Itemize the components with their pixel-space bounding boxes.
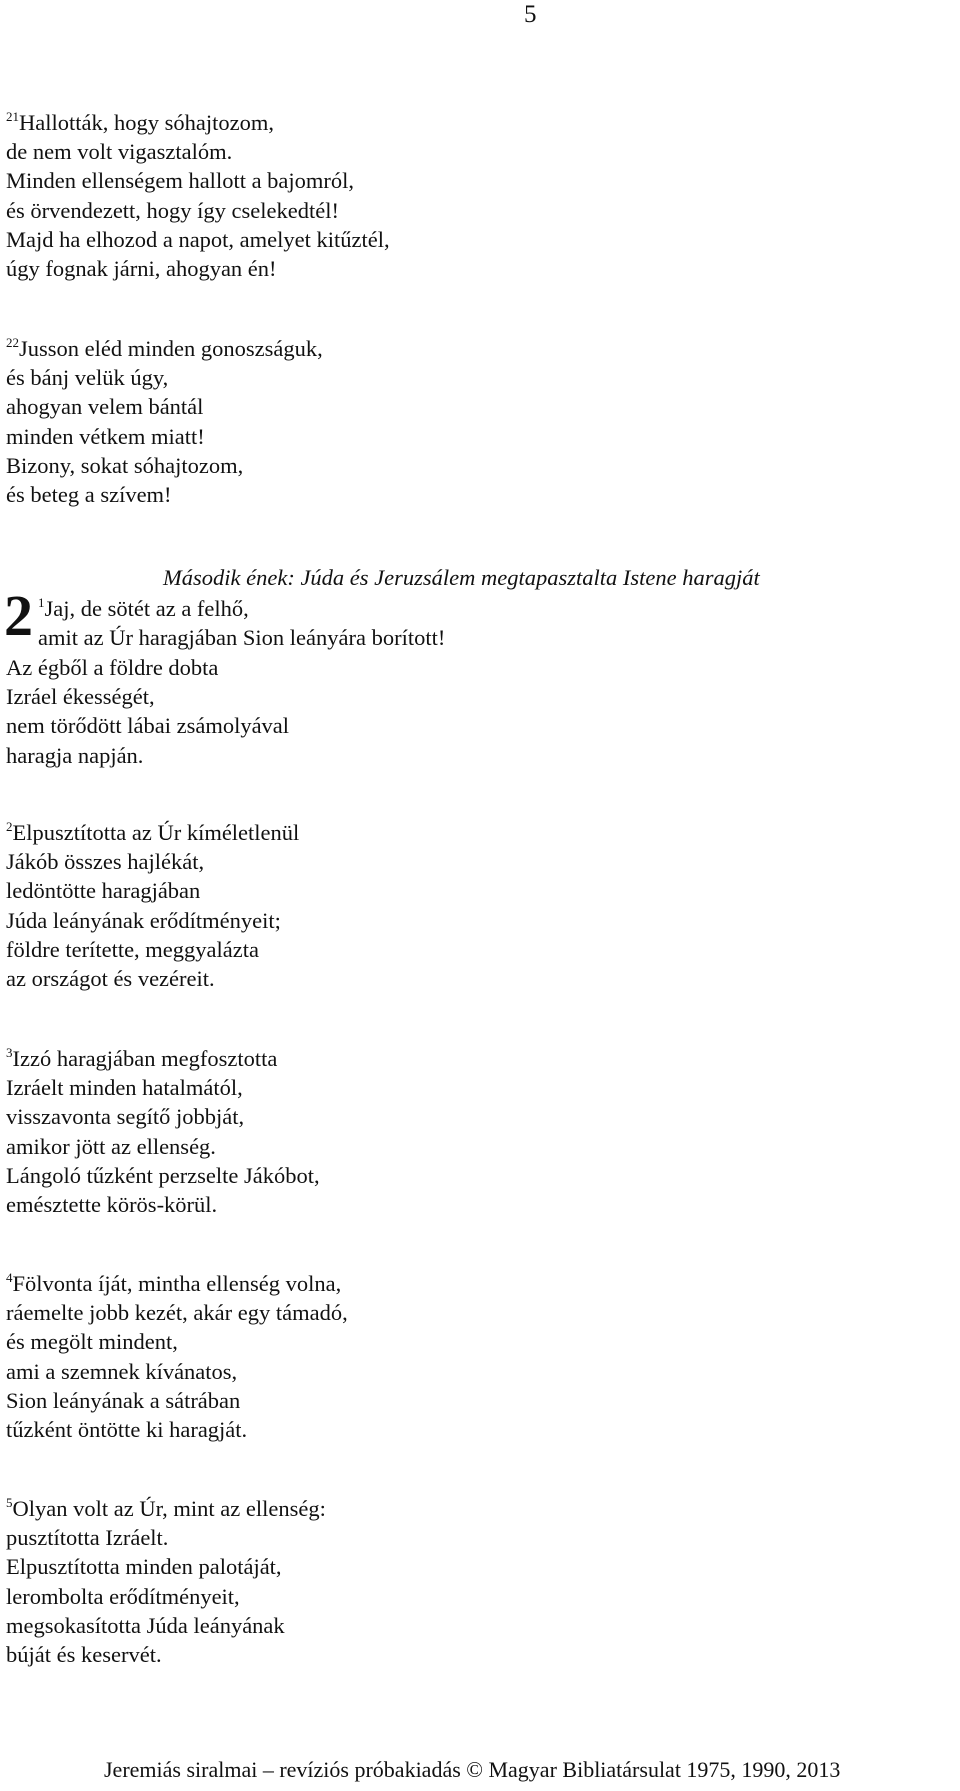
- verse-text: Elpusztította az Úr kíméletlenül: [12, 820, 300, 845]
- verse-number: 21: [6, 109, 19, 124]
- verse-line: Bizony, sokat sóhajtozom,: [6, 452, 244, 478]
- verse-line: [6, 1494, 326, 1523]
- verse-text: Jusson eléd minden gonoszságuk,: [19, 336, 323, 361]
- verse-line: Júda leányának erődítményeit;: [6, 907, 281, 933]
- verse-line: földre terítette, meggyalázta: [6, 936, 259, 962]
- chapter-first-verse-continued: [6, 653, 289, 770]
- verse-line: Izráelt minden hatalmától,: [6, 1075, 243, 1101]
- verse-line: [38, 594, 445, 623]
- verse-text: Jaj, de sötét az a felhő,: [44, 596, 249, 621]
- verse-number: 4: [6, 1270, 13, 1285]
- verse-number: 3: [6, 1045, 13, 1060]
- verse-text: Olyan volt az Úr, mint az ellenség:: [12, 1496, 326, 1521]
- verse-line: ledöntötte haragjában: [6, 878, 201, 904]
- verse-text: Hallották, hogy sóhajtozom,: [19, 110, 274, 135]
- verse-5: [6, 1494, 326, 1669]
- verse-number: 1: [38, 595, 45, 610]
- verse-line: pusztította Izráelt.: [6, 1525, 169, 1551]
- verse-21: [6, 108, 390, 283]
- verse-number: 2: [6, 819, 13, 834]
- verse-line: Lángoló tűzként perzselte Jákóbot,: [6, 1162, 320, 1188]
- section-heading: Második ének: Júda és Jeruzsálem megtapasztalta Istene haragját: [163, 565, 760, 590]
- verse-line: megsokasította Júda leányának: [6, 1612, 285, 1638]
- verse-line: az országot és vezéreit.: [6, 966, 215, 992]
- verse-line: [6, 108, 390, 137]
- verse-line: emésztette körös-körül.: [6, 1192, 218, 1218]
- verse-line: és bánj velük úgy,: [6, 365, 169, 391]
- verse-line: amit az Úr haragjában Sion leányára borított!: [38, 625, 446, 651]
- verse-line: Jákób összes hajlékát,: [6, 849, 205, 875]
- verse-line: Az égből a földre dobta: [6, 655, 219, 680]
- verse-line: [6, 1044, 320, 1073]
- verse-line: nem törődött lábai zsámolyával: [6, 713, 290, 739]
- verse-line: minden vétkem miatt!: [6, 423, 205, 449]
- verse-line: Izráel ékességét,: [6, 684, 155, 710]
- verse-line: ami a szemnek kívánatos,: [6, 1358, 238, 1384]
- chapter-first-verse: [38, 594, 445, 652]
- verse-line: és megölt mindent,: [6, 1329, 178, 1355]
- verse-2: [6, 818, 299, 993]
- verse-3: [6, 1044, 320, 1219]
- verse-line: Majd ha elhozod a napot, amelyet kitűztél,: [6, 226, 390, 252]
- verse-line: [6, 818, 299, 847]
- verse-line: [6, 1269, 348, 1298]
- verse-line: ahogyan velem bántál: [6, 394, 204, 420]
- verse-line: [6, 334, 323, 363]
- verse-text: Fölvonta íját, mintha ellenség volna,: [12, 1271, 342, 1296]
- verse-number: 5: [6, 1495, 13, 1510]
- verse-line: Elpusztította minden palotáját,: [6, 1554, 282, 1580]
- verse-number: 22: [6, 335, 19, 350]
- verse-line: tűzként öntötte ki haragját.: [6, 1417, 248, 1443]
- verse-line: Minden ellenségem hallott a bajomról,: [6, 168, 355, 194]
- verse-line: és örvendezett, hogy így cselekedtél!: [6, 197, 339, 223]
- verse-line: ráemelte jobb kezét, akár egy támadó,: [6, 1300, 348, 1326]
- verse-line: és beteg a szívem!: [6, 482, 172, 508]
- page-number: 5: [524, 1, 537, 28]
- verse-line: úgy fognak járni, ahogyan én!: [6, 256, 277, 282]
- verse-line: búját és keservét.: [6, 1642, 162, 1668]
- verse-line: Sion leányának a sátrában: [6, 1387, 241, 1413]
- verse-line: amikor jött az ellenség.: [6, 1133, 216, 1159]
- verse-22: [6, 334, 323, 509]
- chapter-number: 2: [4, 583, 33, 648]
- verse-line: haragja napján.: [6, 742, 144, 768]
- page-footer: Jeremiás siralmai – revíziós próbakiadás © Magyar Bibliatársulat 1975, 1990, 2013: [104, 1757, 841, 1782]
- verse-line: de nem volt vigasztalóm.: [6, 139, 233, 165]
- verse-4: [6, 1269, 348, 1444]
- verse-line: visszavonta segítő jobbját,: [6, 1104, 245, 1130]
- verse-text: Izzó haragjában megfosztotta: [12, 1046, 278, 1071]
- verse-line: lerombolta erődítményeit,: [6, 1583, 240, 1609]
